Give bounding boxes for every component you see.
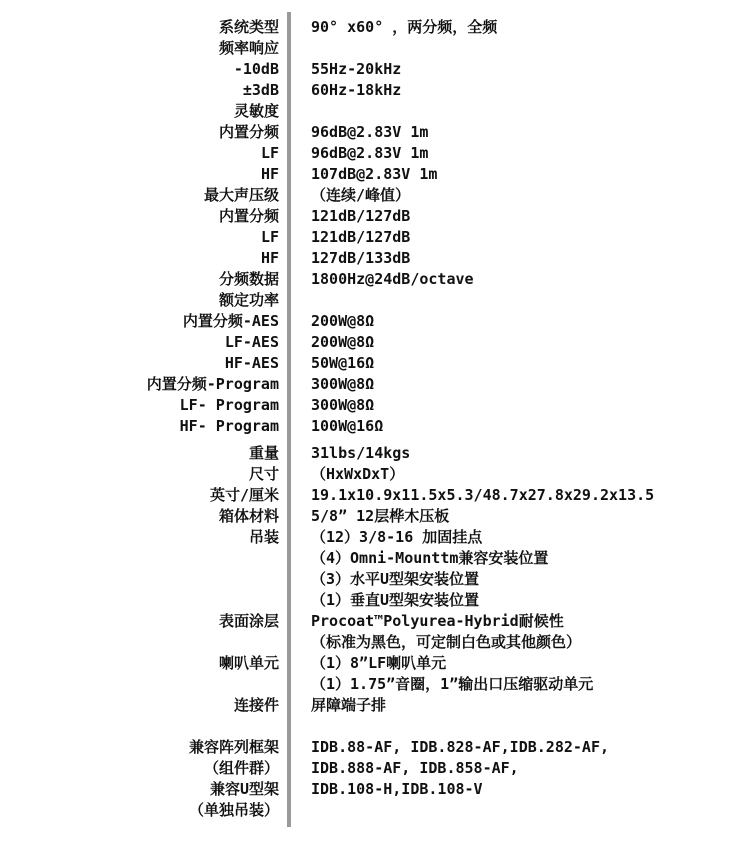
label-max-spl: 最大声压级 bbox=[203, 186, 279, 204]
label-single-hang: （单独吊装） bbox=[188, 801, 279, 819]
label-crossover-data: 分频数据 bbox=[218, 270, 279, 288]
value-finish-note: （标准为黑色，可定制白色或其他颜色） bbox=[311, 633, 582, 651]
label-frequency-response: 频率响应 bbox=[218, 39, 279, 57]
value-dimensions-note: （HxWxDxT） bbox=[311, 465, 405, 483]
value-rigging-omni-mount: （4）Omni-Mounttm兼容安装位置 bbox=[311, 549, 549, 567]
value-spl-internal-xover: 121dB/127dB bbox=[311, 207, 411, 225]
label-power-hf-aes: HF-AES bbox=[224, 354, 279, 372]
label-connectors: 连接件 bbox=[233, 696, 279, 714]
label-spl-internal-xover: 内置分频 bbox=[218, 207, 279, 225]
label-finish: 表面涂层 bbox=[218, 612, 279, 630]
label-dimensions: 尺寸 bbox=[248, 465, 279, 483]
label-rated-power: 额定功率 bbox=[218, 291, 279, 309]
value-finish: Procoat™Polyurea-Hybrid耐候性 bbox=[311, 612, 564, 630]
label-spl-hf: HF bbox=[260, 249, 279, 267]
label-plus-minus-3db: ±3dB bbox=[242, 81, 279, 99]
value-connectors: 屏障端子排 bbox=[311, 696, 387, 714]
label-drivers: 喇叭单元 bbox=[218, 654, 279, 672]
value-weight: 31lbs/14kgs bbox=[311, 444, 411, 462]
label-component-group: （组件群） bbox=[203, 759, 279, 777]
label-sens-internal-xover: 内置分频 bbox=[218, 123, 279, 141]
label-spl-lf: LF bbox=[260, 228, 279, 246]
label-rigging: 吊装 bbox=[248, 528, 279, 546]
label-compatible-array-frame: 兼容阵列框架 bbox=[188, 738, 279, 756]
label-power-lf-aes: LF-AES bbox=[224, 333, 279, 351]
value-array-frame-2: IDB.888-AF, IDB.858-AF, bbox=[311, 759, 519, 777]
label-power-hf-program: HF- Program bbox=[179, 417, 279, 435]
label-sens-hf: HF bbox=[260, 165, 279, 183]
label-power-lf-program: LF- Program bbox=[179, 396, 279, 414]
value-driver-lf: （1）8”LF喇叭单元 bbox=[311, 654, 447, 672]
label-power-internal-aes: 内置分频-AES bbox=[182, 312, 279, 330]
value-system-type: 90° x60° ，两分频，全频 bbox=[311, 18, 498, 36]
value-minus-10db: 55Hz-20kHz bbox=[311, 60, 402, 78]
value-sens-lf: 96dB@2.83V 1m bbox=[311, 144, 429, 162]
label-system-type: 系统类型 bbox=[218, 18, 279, 36]
value-rigging-horizontal: （3）水平U型架安装位置 bbox=[311, 570, 480, 588]
value-rigging-vertical: （1）垂直U型架安装位置 bbox=[311, 591, 480, 609]
label-weight: 重量 bbox=[248, 444, 279, 462]
label-compatible-u-bracket: 兼容U型架 bbox=[209, 780, 279, 798]
value-sens-hf: 107dB@2.83V 1m bbox=[311, 165, 438, 183]
label-sens-lf: LF bbox=[260, 144, 279, 162]
label-enclosure-material: 箱体材料 bbox=[218, 507, 279, 525]
value-power-hf-program: 100W@16Ω bbox=[311, 417, 384, 435]
label-inch-cm: 英寸/厘米 bbox=[209, 486, 279, 504]
label-minus-10db: -10dB bbox=[233, 60, 279, 78]
value-sens-internal-xover: 96dB@2.83V 1m bbox=[311, 123, 429, 141]
value-array-frame-1: IDB.88-AF, IDB.828-AF,IDB.282-AF, bbox=[311, 738, 610, 756]
label-power-internal-program: 内置分频-Program bbox=[146, 375, 279, 393]
value-crossover-data: 1800Hz@24dB/octave bbox=[311, 270, 474, 288]
value-power-internal-aes: 200W@8Ω bbox=[311, 312, 375, 330]
value-power-hf-aes: 50W@16Ω bbox=[311, 354, 375, 372]
value-enclosure-material: 5/8” 12层桦木压板 bbox=[311, 507, 450, 525]
value-inch-cm: 19.1x10.9x11.5x5.3/48.7x27.8x29.2x13.5 bbox=[311, 486, 655, 504]
label-sensitivity: 灵敏度 bbox=[233, 102, 279, 120]
value-u-bracket: IDB.108-H,IDB.108-V bbox=[311, 780, 483, 798]
value-spl-lf: 121dB/127dB bbox=[311, 228, 411, 246]
value-rigging-points: （12）3/8-16 加固挂点 bbox=[311, 528, 483, 546]
value-power-lf-program: 300W@8Ω bbox=[311, 396, 375, 414]
value-power-lf-aes: 200W@8Ω bbox=[311, 333, 375, 351]
value-max-spl-note: （连续/峰值） bbox=[311, 186, 411, 204]
value-plus-minus-3db: 60Hz-18kHz bbox=[311, 81, 402, 99]
column-divider bbox=[287, 12, 291, 827]
value-power-internal-program: 300W@8Ω bbox=[311, 375, 375, 393]
value-spl-hf: 127dB/133dB bbox=[311, 249, 411, 267]
value-driver-hf: （1）1.75”音圈，1”输出口压缩驱动单元 bbox=[311, 675, 594, 693]
